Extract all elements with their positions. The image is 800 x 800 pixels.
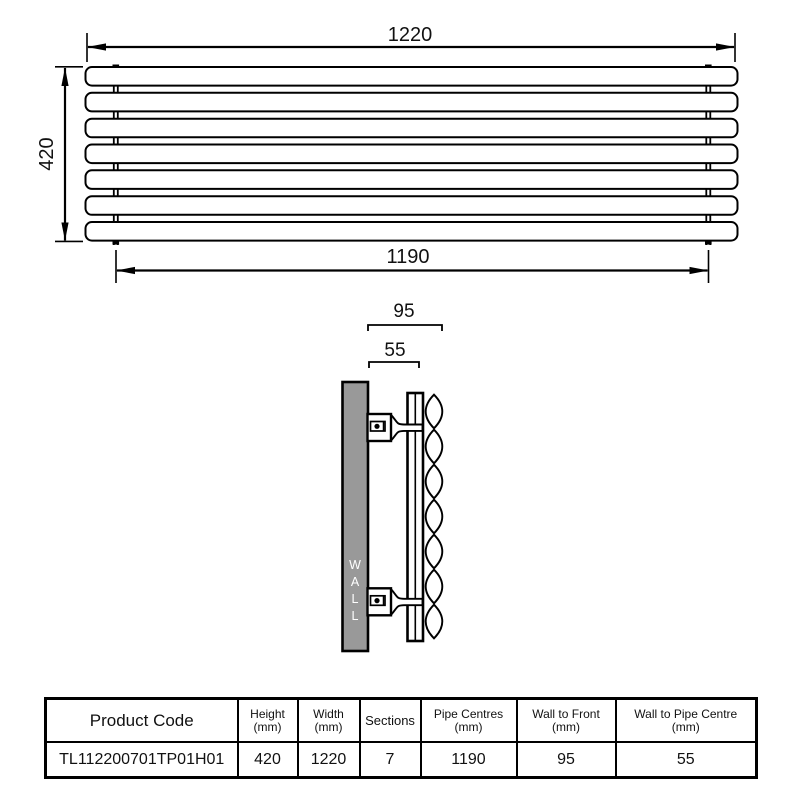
col-sub: (mm): [253, 719, 282, 734]
wall-label: WALL: [348, 558, 362, 626]
col-label: Sections: [365, 713, 415, 728]
dimension-pipe-centres-label: 1190: [386, 246, 430, 268]
cell-pipe-centres: 1190: [421, 742, 517, 778]
tube: [86, 93, 738, 112]
col-label: Height: [250, 706, 285, 721]
cell-wall-to-front: 95: [517, 742, 616, 778]
dimension-wall-to-pipe-centre-label: 55: [384, 340, 406, 361]
tube-section: [426, 430, 443, 464]
dimension-wall-to-pipe-centre-bracket: [369, 362, 419, 368]
col-sub: (mm): [552, 719, 580, 734]
col-header-wall-to-front: [517, 699, 616, 743]
col-header-wall-to-pipe-centre: [616, 699, 757, 743]
col-header-product-code: [46, 699, 238, 743]
col-label: Product Code: [89, 711, 194, 730]
col-sub: (mm): [454, 719, 483, 734]
tube-section: [426, 395, 443, 429]
col-header-width: [298, 699, 360, 743]
dimension-wall-to-front-label: 95: [393, 301, 415, 322]
spec-table-header-row: [46, 699, 757, 743]
tube-section: [426, 605, 443, 639]
col-header-sections: [360, 699, 421, 743]
col-label: Wall to Pipe Centre: [634, 706, 738, 721]
cell-wall-to-pipe-centre: 55: [616, 742, 757, 778]
tube-section: [426, 570, 443, 604]
tube-cross-sections: [426, 395, 443, 639]
dimension-height-label: 420: [36, 137, 58, 171]
col-header-pipe-centres: [421, 699, 517, 743]
tube: [86, 119, 738, 138]
radiator-tubes: [86, 67, 738, 241]
cell-sections: 7: [360, 742, 421, 778]
tube: [86, 145, 738, 164]
spec-table-data-row: [46, 742, 757, 778]
col-label: Width: [313, 706, 344, 721]
col-label: Pipe Centres: [433, 706, 504, 721]
tube: [86, 222, 738, 241]
tube: [86, 196, 738, 215]
col-sub: (mm): [314, 719, 343, 734]
col-header-height: [238, 699, 298, 743]
cell-width: 1220: [298, 742, 360, 778]
col-label: Wall to Front: [532, 706, 600, 721]
cell-height: 420: [238, 742, 298, 778]
dimension-wall-to-front-bracket: [368, 325, 442, 331]
col-sub: (mm): [671, 719, 700, 734]
tube: [86, 170, 738, 189]
cell-product-code: TL112200701TP01H01: [46, 742, 238, 778]
tube: [86, 67, 738, 86]
tube-section: [426, 465, 443, 499]
spec-table: [44, 697, 758, 779]
tube-section: [426, 535, 443, 569]
tube-section: [426, 500, 443, 534]
dimension-width-label: 1220: [387, 24, 433, 46]
